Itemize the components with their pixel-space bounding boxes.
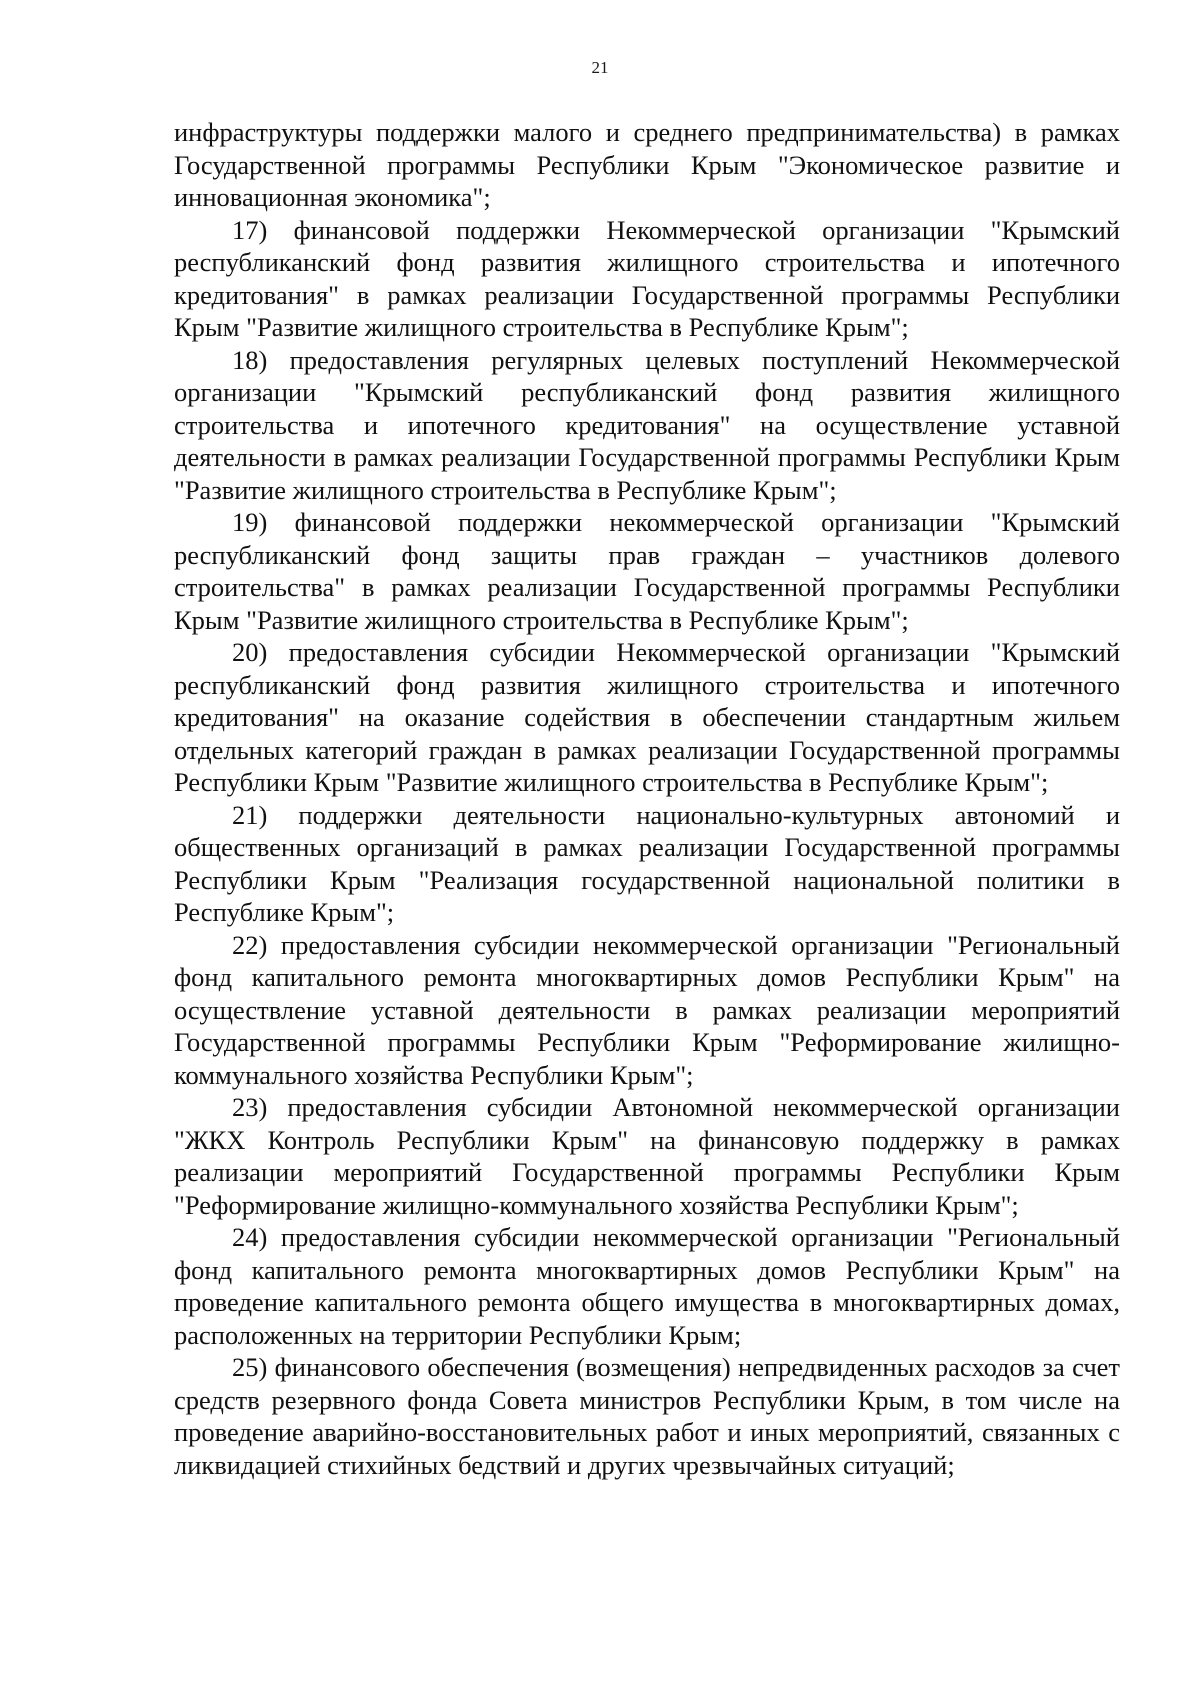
page-number: 21 [591,58,609,77]
paragraph-item-23: 23) предоставления субсидии Автономной некоммерческой организации "ЖКХ Контроль Республики Крым" на финансовую поддержку в рамках реализации мероприятий Государственной программы Республики Крым "Реформирование жилищно-коммунального хозяйства Республики Крым"; [174,1092,1120,1220]
paragraph-item-22: 22) предоставления субсидии некоммерческой организации "Региональный фонд капитального ремонта многоквартирных домов Республики Крым" на осуществление уставной деятельности в рамках реализации мероприятий Государственной программы Республики Крым "Реформирование жилищно-коммунального хозяйства Республики Крым"; [174,929,1120,1090]
document-body [174,116,1120,1481]
paragraph-item-25: 25) финансового обеспечения (возмещения) непредвиденных расходов за счет средств резервного фонда Совета министров Республики Крым, в том числе на проведение аварийно-восстановительных работ и иных мероприятий, связанных с ликвидацией стихийных бедствий и других чрезвычайных ситуаций; [174,1352,1120,1480]
paragraph-item-24: 24) предоставления субсидии некоммерческой организации "Региональный фонд капитального ремонта многоквартирных домов Республики Крым" на проведение капитального ремонта общего имущества в многоквартирных домах, расположенных на территории Республики Крым; [174,1222,1120,1350]
paragraph-continuation: инфраструктуры поддержки малого и среднего предпринимательства) в рамках Государственной программы Республики Крым "Экономическое развитие и инновационная экономика"; [174,117,1120,212]
paragraph-item-19: 19) финансовой поддержки некоммерческой организации "Крымский республиканский фонд защиты прав граждан – участников долевого строительства" в рамках реализации Государственной программы Республики Крым "Развитие жилищного строительства в Республике Крым"; [174,507,1120,635]
paragraph-item-18: 18) предоставления регулярных целевых поступлений Некоммерческой организации "Крымский республиканский фонд развития жилищного строительства и ипотечного кредитования" на осуществление уставной деятельности в рамках реализации Государственной программы Республики Крым "Развитие жилищного строительства в Республике Крым"; [174,344,1120,505]
paragraph-item-17: 17) финансовой поддержки Некоммерческой организации "Крымский республиканский фонд развития жилищного строительства и ипотечного кредитования" в рамках реализации Государственной программы Республики Крым "Развитие жилищного строительства в Республике Крым"; [174,214,1120,342]
paragraph-item-21: 21) поддержки деятельности национально-культурных автономий и общественных организаций в рамках реализации Государственной программы Республики Крым "Реализация государственной национальной политики в Республике Крым"; [174,799,1120,927]
paragraph-item-20: 20) предоставления субсидии Некоммерческой организации "Крымский республиканский фонд развития жилищного строительства и ипотечного кредитования" на оказание содействия в обеспечении стандартным жильем отдельных категорий граждан в рамках реализации Государственной программы Республики Крым "Развитие жилищного строительства в Республике Крым"; [174,637,1120,797]
